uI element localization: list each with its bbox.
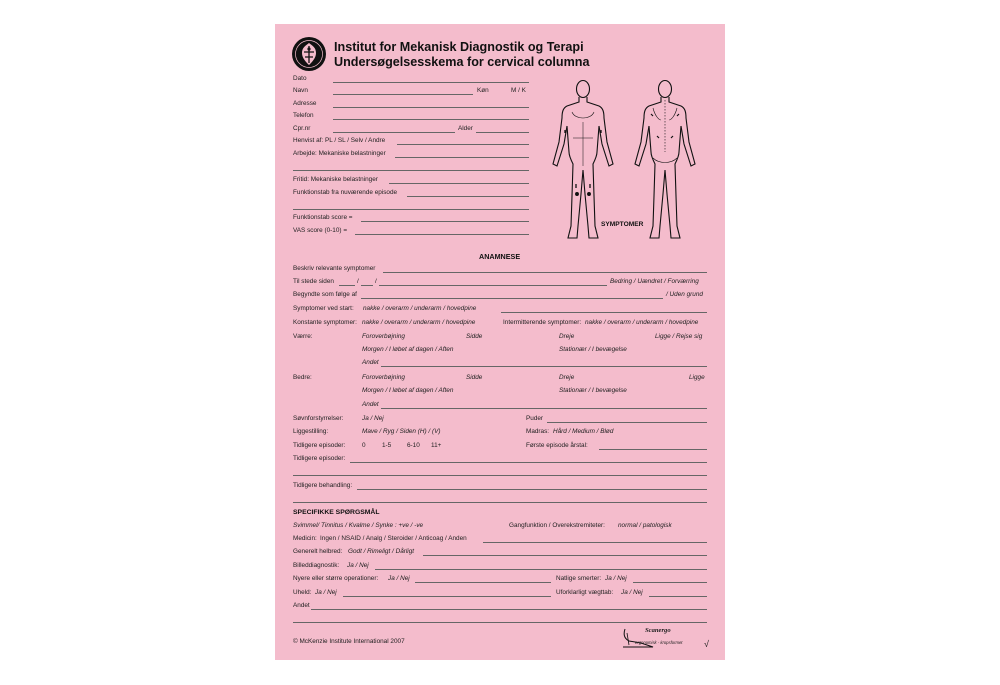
vaerre-sidde[interactable]: Sidde [466,333,483,340]
field-medicin[interactable] [483,542,707,543]
label-generelt-helbred: Generelt helbred: [293,548,343,555]
specifikke-heading: SPECIFIKKE SPØRGSMÅL [293,509,380,516]
field-andet-line2[interactable] [293,622,707,623]
vaerre-morgen[interactable]: Morgen / I løbet af dagen / Aften [362,346,454,353]
label-til-stede: Til stede siden [293,278,334,285]
label-funktionstab-score: Funktionstab score = [293,214,353,221]
options-intermitterende[interactable]: nakke / overarm / underarm / hovedpine [585,319,699,326]
options-gangfunktion[interactable]: normal / patologisk [618,522,672,529]
label-bedre: Bedre: [293,374,312,381]
field-natlige-smerter[interactable] [633,582,707,583]
options-billeddiagnostik[interactable]: Ja / Nej [347,562,369,569]
label-vas-score: VAS score (0-10) = [293,227,348,234]
options-soevn[interactable]: Ja / Nej [362,415,384,422]
field-arbejde[interactable] [395,157,529,158]
vaerre-ligge-rejse[interactable]: Ligge / Rejse sig [655,333,703,340]
label-foerste-episode: Første episode årstal: [526,442,588,449]
label-puder: Puder [526,415,544,422]
label-billeddiagnostik: Billeddiagnostik: [293,562,340,569]
field-fritid[interactable] [389,183,529,184]
label-tidligere-episoder: Tidligere episoder: [293,442,346,449]
label-gangfunktion: Gangfunktion / Overekstremiteter: [509,522,605,529]
form-title-institute: Institut for Mekanisk Diagnostik og Terapi [334,40,584,54]
scanergo-tagline: ergonomisk - kropsformet [635,640,683,645]
episoder-6-10[interactable]: 6-10 [407,442,420,449]
options-natlige-smerter[interactable]: Ja / Nej [605,575,627,582]
bedre-andet-label: Andet [362,401,379,408]
vaerre-stationaer[interactable]: Stationær / I bevægelse [559,346,627,353]
field-funktionstab[interactable] [407,196,529,197]
label-m-k[interactable]: M / K [511,87,526,94]
episoder-11plus[interactable]: 11+ [431,442,442,449]
options-generelt-helbred[interactable]: Godt / Rimeligt / Dårligt [348,548,415,555]
field-dato[interactable] [333,82,529,83]
field-vas-score[interactable] [355,234,529,235]
field-tidligere-episoder-line2[interactable] [293,475,707,476]
field-tidligere-episoder[interactable] [350,462,707,463]
label-telefon: Telefon [293,112,314,119]
label-alder: Alder [458,125,473,132]
option-uden-grund[interactable]: / Uden grund [666,291,703,298]
label-henvist: Henvist af: PL / SL / Selv / Andre [293,137,386,144]
institute-logo-icon [291,36,327,72]
options-konstante[interactable]: nakke / overarm / underarm / hovedpine [362,319,476,326]
label-uheld: Uheld: [293,589,312,596]
field-uheld[interactable] [343,596,551,597]
label-dato: Dato [293,75,307,82]
label-natlige-smerter: Natlige smerter: [556,575,602,582]
options-uheld[interactable]: Ja / Nej [315,589,337,596]
label-koen: Køn [477,87,489,94]
options-liggestilling[interactable]: Mave / Ryg / Siden (H) / (V) [362,428,441,435]
field-operationer[interactable] [415,582,551,583]
bedre-foroverboejning[interactable]: Foroverbøjning [362,374,405,381]
label-konstante: Konstante symptomer: [293,319,357,326]
field-tidligere-behandling[interactable] [357,489,707,490]
field-navn[interactable] [333,94,473,95]
label-liggestilling: Liggestilling: [293,428,329,435]
bedre-stationaer[interactable]: Stationær / I bevægelse [559,387,627,394]
label-begyndte: Begyndte som følge af [293,291,357,298]
label-vaerre: Værre: [293,333,313,340]
field-henvist[interactable] [397,144,529,145]
label-soevnforstyrrelser: Søvnforstyrrelser: [293,415,344,422]
label-andet: Andet [293,602,310,609]
til-stede-slash-2: / [375,278,377,285]
bedre-ligge[interactable]: Ligge [689,374,705,381]
field-alder[interactable] [476,132,529,133]
field-cprnr[interactable] [333,132,455,133]
scanergo-brand: Scanergo [645,627,671,634]
label-symptomer-start: Symptomer ved start: [293,305,354,312]
field-til-stede-3[interactable] [379,285,607,286]
field-vaegttab[interactable] [649,596,707,597]
label-madras: Madras: [526,428,550,435]
options-vaegttab[interactable]: Ja / Nej [621,589,643,596]
options-operationer[interactable]: Ja / Nej [388,575,410,582]
label-adresse: Adresse [293,100,317,107]
option-bedring[interactable]: Bedring / Uændret / Forværring [610,278,699,285]
field-funktionstab-line2[interactable] [293,209,529,210]
label-funktionstab: Funktionstab fra nuværende episode [293,189,398,196]
field-begyndte[interactable] [361,298,663,299]
field-adresse[interactable] [333,107,529,108]
field-symptomer-start[interactable] [501,312,707,313]
episoder-1-5[interactable]: 1-5 [382,442,392,449]
label-tidligere-episoder-2: Tidligere episoder: [293,455,346,462]
episoder-0[interactable]: 0 [362,442,366,449]
label-cprnr: Cpr.nr [293,125,311,132]
bedre-sidde[interactable]: Sidde [466,374,483,381]
field-beskriv[interactable] [383,272,707,273]
field-puder[interactable] [547,422,707,423]
copyright-text: © McKenzie Institute International 2007 [293,638,405,645]
label-operationer: Nyere eller større operationer: [293,575,379,582]
options-madras[interactable]: Hård / Medium / Blød [553,428,614,435]
label-tidligere-behandling: Tidligere behandling: [293,482,353,489]
field-til-stede-2[interactable] [361,285,373,286]
field-bedre-andet[interactable] [381,408,707,409]
bedre-morgen[interactable]: Morgen / I løbet af dagen / Aften [362,387,454,394]
form-title-schema: Undersøgelsesskema for cervical columna [334,55,590,69]
field-arbejde-line2[interactable] [293,170,529,171]
options-symptomer-start[interactable]: nakke / overarm / underarm / hovedpine [363,305,477,312]
label-fritid: Fritid: Mekaniske belastninger [293,176,378,183]
label-vaegttab: Uforklarligt vægttab: [556,589,614,596]
label-intermitterende: Intermitterende symptomer: [503,319,582,326]
til-stede-slash-1: / [357,278,359,285]
vaerre-foroverboejning[interactable]: Foroverbøjning [362,333,405,340]
vaerre-dreje[interactable]: Dreje [559,333,575,340]
label-beskriv: Beskriv relevante symptomer [293,265,376,272]
field-vaerre-andet[interactable] [381,366,707,367]
options-medicin[interactable]: Ingen / NSAID / Analg / Steroider / Anticoag / Anden [320,535,467,542]
vaerre-andet-label: Andet [362,359,379,366]
field-tidligere-behandling-line2[interactable] [293,502,707,503]
field-funktionstab-score[interactable] [361,221,529,222]
symptomer-label: SYMPTOMER [601,221,644,228]
options-svimmel[interactable]: Svimmel/ Tinnitus / Kvalme / Synke : +ve / -ve [293,522,424,529]
check-mark-icon: √ [704,639,709,649]
label-navn: Navn [293,87,308,94]
field-generelt-helbred[interactable] [423,555,707,556]
bedre-dreje[interactable]: Dreje [559,374,575,381]
field-billeddiagnostik[interactable] [375,569,707,570]
anamnese-heading: ANAMNESE [479,252,521,261]
field-foerste-episode[interactable] [599,449,707,450]
label-arbejde: Arbejde: Mekaniske belastninger [293,150,386,157]
field-til-stede-1[interactable] [339,285,355,286]
label-medicin: Medicin: [293,535,317,542]
examination-form [275,24,725,660]
field-telefon[interactable] [333,119,529,120]
field-andet[interactable] [311,609,707,610]
